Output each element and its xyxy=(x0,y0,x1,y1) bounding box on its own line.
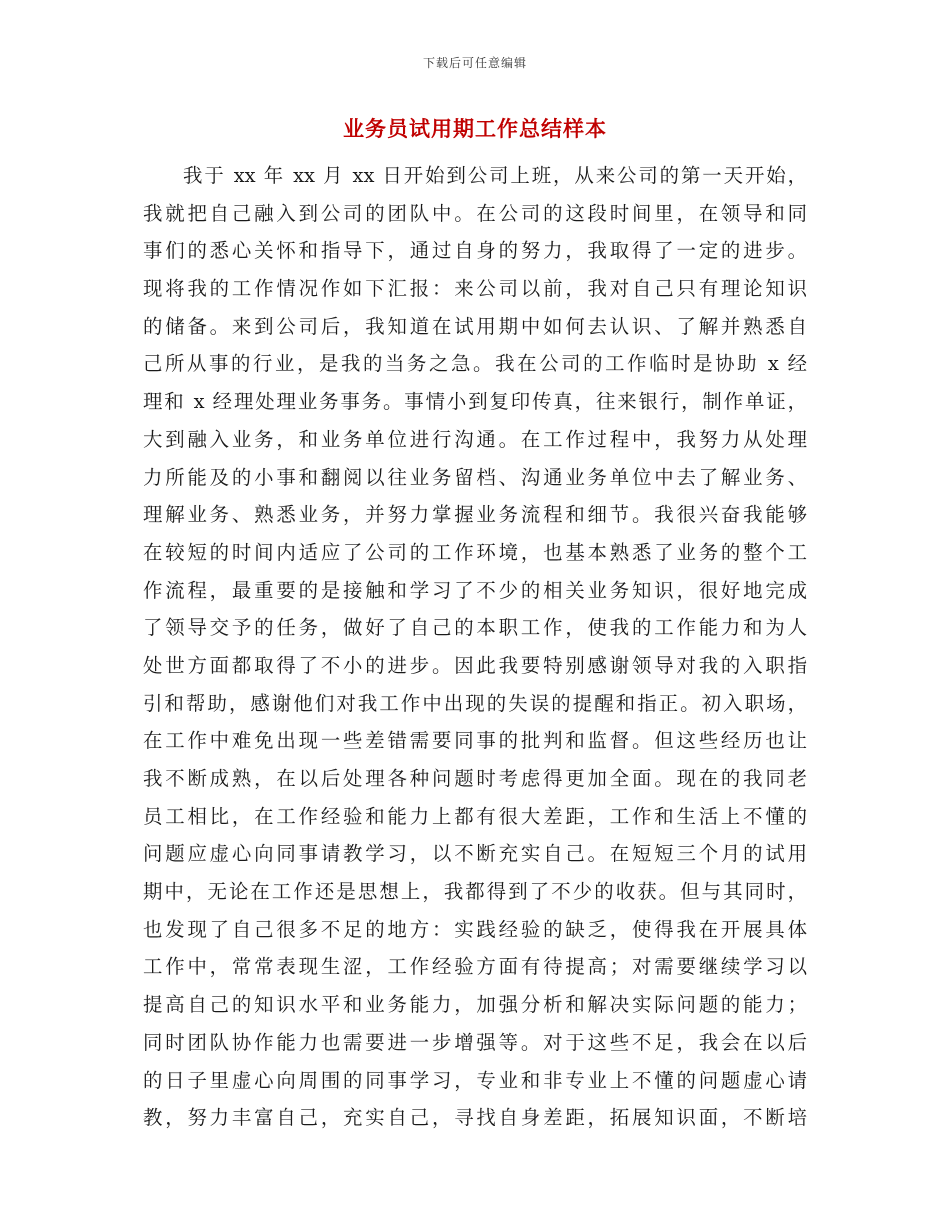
paragraph-line: 同时团队协作能力也需要进一步增强等。对于这些不足，我会在以后 xyxy=(143,1030,807,1054)
paragraph-line: 在较短的时间内适应了公司的工作环境，也基本熟悉了业务的整个工 xyxy=(143,540,807,564)
paragraph-line: 己所从事的行业，是我的当务之急。我在公司的工作临时是协助 x 经 xyxy=(143,352,807,376)
paragraph-line: 期中，无论在工作还是思想上，我都得到了不少的收获。但与其同时， xyxy=(143,880,807,904)
paragraph-line: 理和 x 经理处理业务事务。事情小到复印传真，往来银行，制作单证， xyxy=(143,390,807,414)
paragraph-line: 的日子里虚心向周围的同事学习，专业和非专业上不懂的问题虚心请 xyxy=(143,1068,807,1092)
paragraph-line: 作流程，最重要的是接触和学习了不少的相关业务知识，很好地完成 xyxy=(143,578,807,602)
header-note: 下载后可任意编辑 xyxy=(422,56,527,70)
paragraph-line: 我就把自己融入到公司的团队中。在公司的这段时间里，在领导和同 xyxy=(143,201,807,225)
paragraph-line: 的储备。来到公司后，我知道在试用期中如何去认识、了解并熟悉自 xyxy=(143,314,807,338)
paragraph-line: 处世方面都取得了不小的进步。因此我要特别感谢领导对我的入职指 xyxy=(143,653,807,677)
paragraph-line: 我于 xx 年 xx 月 xx 日开始到公司上班，从来公司的第一天开始， xyxy=(183,164,807,187)
paragraph-line: 引和帮助，感谢他们对我工作中出现的失误的提醒和指正。初入职场， xyxy=(143,691,807,715)
paragraph-line: 教，努力丰富自己，充实自己，寻找自身差距，拓展知识面，不断培 xyxy=(143,1106,807,1130)
paragraph-line: 也发现了自己很多不足的地方：实践经验的缺乏，使得我在开展具体 xyxy=(143,917,807,941)
paragraph-line: 我不断成熟，在以后处理各种问题时考虑得更加全面。现在的我同老 xyxy=(143,767,807,790)
paragraph-line: 提高自己的知识水平和业务能力，加强分析和解决实际问题的能力； xyxy=(143,993,807,1017)
paragraph-line: 大到融入业务，和业务单位进行沟通。在工作过程中，我努力从处理 xyxy=(143,427,807,451)
paragraph-line: 在工作中难免出现一些差错需要同事的批判和监督。但这些经历也让 xyxy=(143,729,807,753)
paragraph-line: 理解业务、熟悉业务，并努力掌握业务流程和细节。我很兴奋我能够 xyxy=(143,503,807,527)
document-title: 业务员试用期工作总结样本 xyxy=(343,116,607,141)
paragraph-line: 工作中，常常表现生涩，工作经验方面有待提高；对需要继续学习以 xyxy=(143,955,807,979)
paragraph-line: 现将我的工作情况作如下汇报：来公司以前，我对自己只有理论知识 xyxy=(143,277,807,301)
paragraph-line: 力所能及的小事和翻阅以往业务留档、沟通业务单位中去了解业务、 xyxy=(143,465,807,489)
paragraph-line: 事们的悉心关怀和指导下，通过自身的努力，我取得了一定的进步。 xyxy=(143,239,807,263)
paragraph-line: 员工相比，在工作经验和能力上都有很大差距，工作和生活上不懂的 xyxy=(143,804,807,828)
paragraph-line: 问题应虚心向同事请教学习，以不断充实自己。在短短三个月的试用 xyxy=(143,842,807,866)
paragraph-line: 了领导交予的任务，做好了自己的本职工作，使我的工作能力和为人 xyxy=(143,616,807,640)
document-body xyxy=(143,157,807,1137)
